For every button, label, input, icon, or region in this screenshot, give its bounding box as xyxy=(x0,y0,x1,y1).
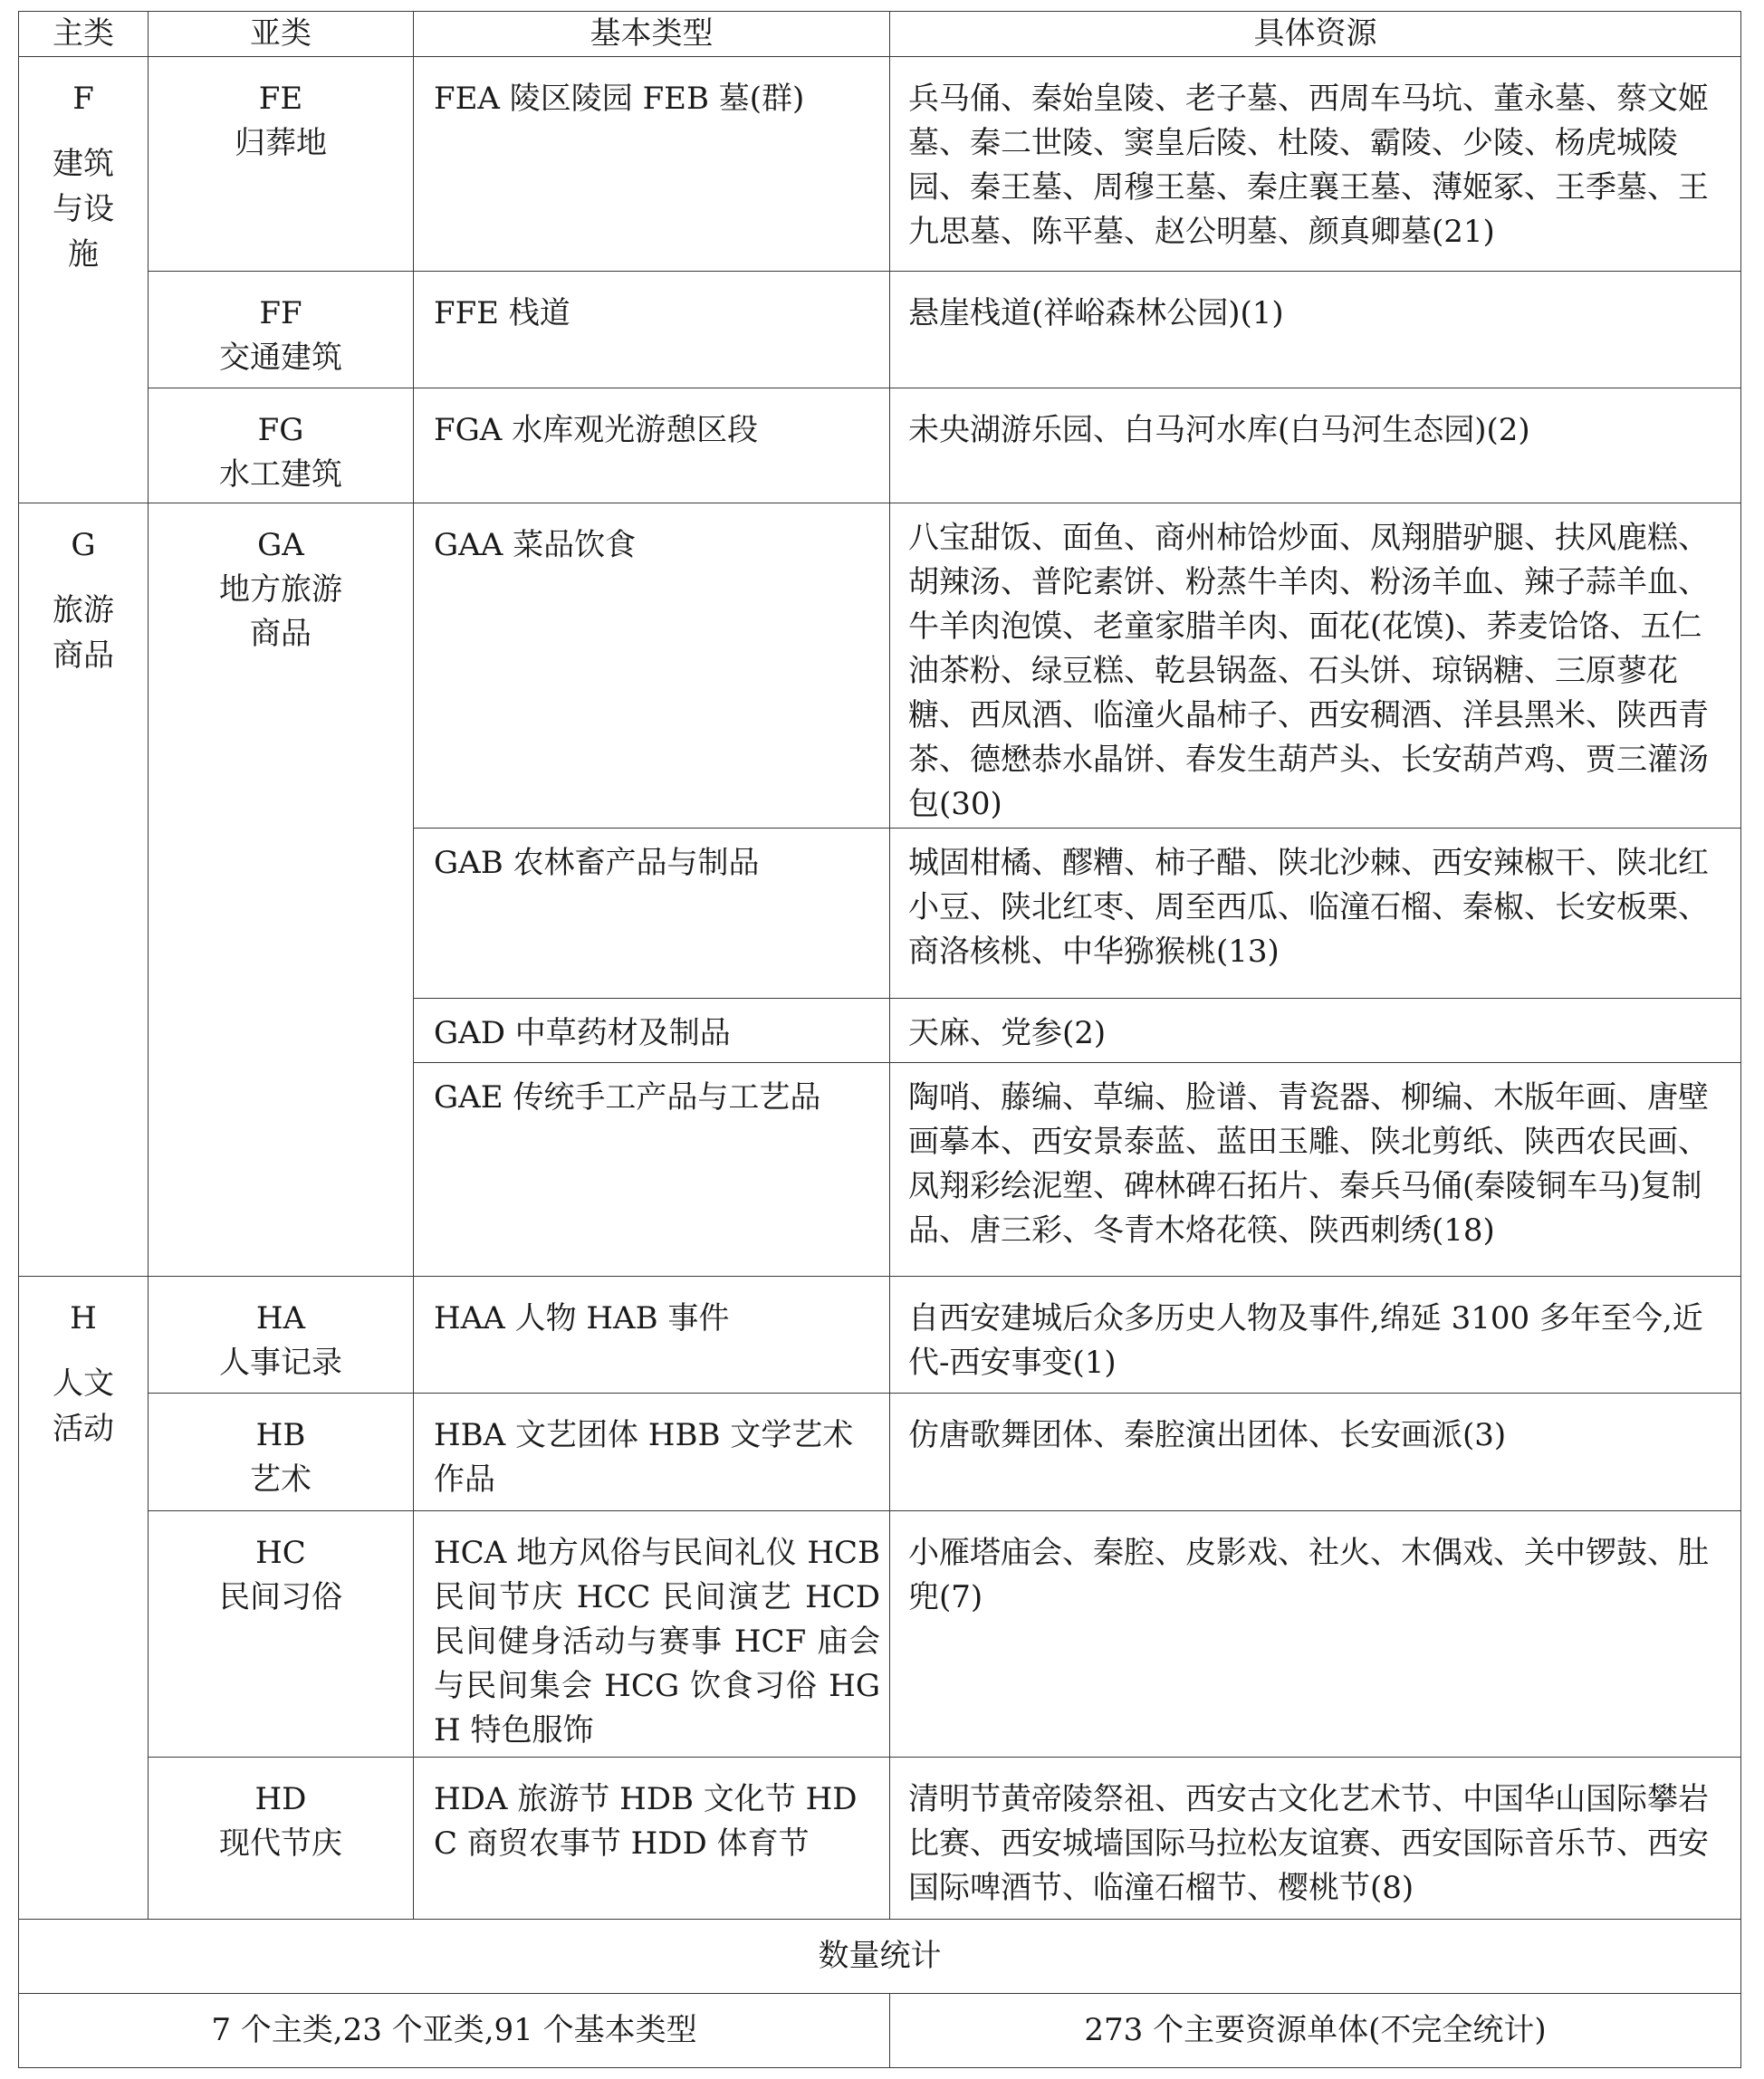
tourism-resource-table xyxy=(18,11,1741,2068)
subcategory-name: 人事记录 xyxy=(219,1345,342,1382)
resources-cell: 城固柑橘、醪糟、柿子醋、陕北沙棘、西安辣椒干、陕北红小豆、陕北红枣、周至西瓜、临潼石榴、秦椒、长安板栗、商洛核桃、中华猕猴桃(13) xyxy=(890,828,1741,998)
main-category-name: 建筑与设施 xyxy=(53,146,114,273)
subcategory-name: 现代节庆 xyxy=(219,1825,342,1863)
subcategory-code: HC xyxy=(255,1534,306,1571)
basic-type-cell: HCA 地方风俗与民间礼仪 HCB 民间节庆 HCC 民间演艺 HCD 民间健身活动与赛事 HCF 庙会与民间集会 HCG 饮食习俗 HGH 特色服饰 xyxy=(414,1510,890,1758)
stats-category-summary: 7 个主类,23 个亚类,91 个基本类型 xyxy=(19,1993,890,2067)
basic-type-cell: GAD 中草药材及制品 xyxy=(414,999,890,1062)
main-category-name: 旅游商品 xyxy=(53,592,114,675)
subcategory-cell xyxy=(149,1510,414,1758)
stats-title-row xyxy=(19,1919,1741,1993)
resources-cell: 仿唐歌舞团体、秦腔演出团体、长安画派(3) xyxy=(890,1394,1741,1510)
resources-cell: 清明节黄帝陵祭祖、西安古文化艺术节、中国华山国际攀岩比赛、西安城墙国际马拉松友谊赛、西安国际音乐节、西安国际啤酒节、临潼石榴节、樱桃节(8) xyxy=(890,1758,1741,1919)
subcategory-cell xyxy=(149,388,414,503)
basic-type-cell: GAA 菜品饮食 xyxy=(414,503,890,829)
subcategory-name: 归葬地 xyxy=(235,125,327,162)
resources-cell: 八宝甜饭、面鱼、商州柿饸炒面、凤翔腊驴腿、扶风鹿糕、胡辣汤、普陀素饼、粉蒸牛羊肉、粉汤羊血、辣子蒜羊血、牛羊肉泡馍、老童家腊羊肉、面花(花馍)、荞麦饸饹、五仁油茶粉、绿豆糕、乾县锅盔、石头饼、琼锅糖、三原蓼花糖、西凤酒、临潼火晶柿子、西安稠酒、洋县黑米、陕西青茶、德懋恭水晶饼、春发生葫芦头、长安葫芦鸡、贾三灌汤包(30) xyxy=(890,503,1741,829)
resources-cell: 天麻、党参(2) xyxy=(890,999,1741,1062)
header-basic-type: 基本类型 xyxy=(414,12,890,57)
basic-type-cell: FGA 水库观光游憩区段 xyxy=(414,388,890,503)
subcategory-cell xyxy=(149,503,414,1277)
subcategory-cell xyxy=(149,271,414,388)
resources-cell: 小雁塔庙会、秦腔、皮影戏、社火、木偶戏、关中锣鼓、肚兜(7) xyxy=(890,1510,1741,1758)
basic-type-cell: FFE 栈道 xyxy=(414,271,890,388)
subcategory-cell xyxy=(149,1758,414,1919)
stats-resource-summary: 273 个主要资源单体(不完全统计) xyxy=(890,1993,1741,2067)
table-row xyxy=(19,271,1741,388)
subcategory-name: 民间习俗 xyxy=(219,1578,342,1615)
subcategory-code: HA xyxy=(255,1300,306,1337)
subcategory-name: 艺术 xyxy=(250,1461,312,1499)
main-category-cell xyxy=(19,1277,149,1920)
basic-type-cell: FEA 陵区陵园 FEB 墓(群) xyxy=(414,57,890,272)
main-category-code: H xyxy=(70,1300,97,1337)
subcategory-name: 水工建筑 xyxy=(219,455,342,493)
stats-title: 数量统计 xyxy=(19,1919,1741,1993)
subcategory-cell xyxy=(149,1277,414,1394)
table-row xyxy=(19,1277,1741,1394)
header-main-category: 主类 xyxy=(19,12,149,57)
stats-row xyxy=(19,1993,1741,2067)
main-category-name: 人文活动 xyxy=(53,1365,114,1448)
resources-cell: 自西安建城后众多历史人物及事件,绵延 3100 多年至今,近代-西安事变(1) xyxy=(890,1277,1741,1394)
main-category-cell xyxy=(19,57,149,503)
header-resources: 具体资源 xyxy=(890,12,1741,57)
subcategory-cell xyxy=(149,57,414,272)
main-category-code: G xyxy=(71,527,96,564)
table-row xyxy=(19,1394,1741,1510)
subcategory-code: GA xyxy=(257,527,304,564)
basic-type-cell: HBA 文艺团体 HBB 文学艺术作品 xyxy=(414,1394,890,1510)
subcategory-code: HB xyxy=(255,1417,306,1454)
basic-type-cell: GAE 传统手工产品与工艺品 xyxy=(414,1062,890,1277)
basic-type-cell: HAA 人物 HAB 事件 xyxy=(414,1277,890,1394)
main-category-code: F xyxy=(72,81,94,118)
table-row xyxy=(19,1510,1741,1758)
header-row xyxy=(19,12,1741,57)
subcategory-cell xyxy=(149,1394,414,1510)
subcategory-code: FG xyxy=(257,411,304,448)
resources-cell: 悬崖栈道(祥峪森林公园)(1) xyxy=(890,271,1741,388)
basic-type-cell: HDA 旅游节 HDB 文化节 HDC 商贸农事节 HDD 体育节 xyxy=(414,1758,890,1919)
header-subcategory: 亚类 xyxy=(149,12,414,57)
resources-cell: 陶哨、藤编、草编、脸谱、青瓷器、柳编、木版年画、唐壁画摹本、西安景泰蓝、蓝田玉雕、陕北剪纸、陕西农民画、凤翔彩绘泥塑、碑林碑石拓片、秦兵马俑(秦陵铜车马)复制品、唐三彩、冬青木烙花筷、陕西刺绣(18) xyxy=(890,1062,1741,1277)
table-row xyxy=(19,503,1741,829)
subcategory-code: FE xyxy=(258,81,303,118)
subcategory-code: FF xyxy=(259,294,302,331)
subcategory-name: 交通建筑 xyxy=(219,339,342,376)
resources-cell: 未央湖游乐园、白马河水库(白马河生态园)(2) xyxy=(890,388,1741,503)
table-row xyxy=(19,388,1741,503)
basic-type-cell: GAB 农林畜产品与制品 xyxy=(414,828,890,998)
subcategory-name: 地方旅游商品 xyxy=(219,571,342,653)
table-row xyxy=(19,1758,1741,1919)
table-row xyxy=(19,57,1741,272)
main-category-cell xyxy=(19,503,149,1277)
resources-cell: 兵马俑、秦始皇陵、老子墓、西周车马坑、董永墓、蔡文姬墓、秦二世陵、窦皇后陵、杜陵、霸陵、少陵、杨虎城陵园、秦王墓、周穆王墓、秦庄襄王墓、薄姬冢、王季墓、王九思墓、陈平墓、赵公明墓、颜真卿墓(21) xyxy=(890,57,1741,272)
subcategory-code: HD xyxy=(254,1781,307,1818)
